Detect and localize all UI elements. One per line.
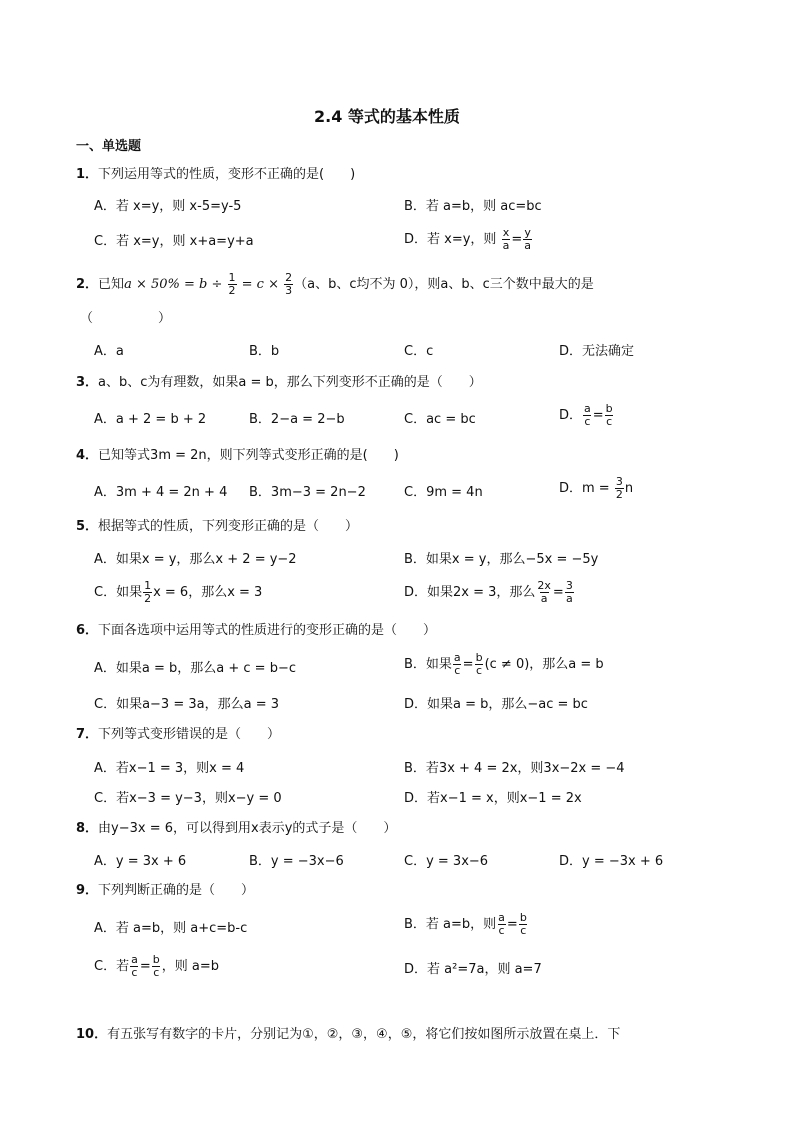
page-title: 2.4 等式的基本性质 bbox=[314, 107, 460, 126]
denominator: 3 bbox=[285, 284, 293, 297]
option-label: B．若 a=b，则 bbox=[404, 917, 497, 932]
denominator: c bbox=[498, 924, 505, 937]
denominator: a bbox=[540, 592, 548, 605]
fraction bbox=[453, 652, 462, 677]
option-c: C．y = 3x−6 bbox=[404, 854, 489, 869]
denominator: c bbox=[454, 664, 461, 677]
option-b: B．若3x + 4 = 2x，则3x−2x = −4 bbox=[404, 761, 625, 776]
fraction bbox=[536, 580, 552, 605]
option-d bbox=[559, 403, 615, 428]
question-7 bbox=[76, 726, 280, 744]
fraction bbox=[228, 272, 237, 297]
question-stem: 有五张写有数字的卡片，分别记为①，②，③，④，⑤，将它们按如图所示放置在桌上．下 bbox=[107, 1027, 621, 1042]
option-c bbox=[94, 954, 219, 979]
option-a: A．如果x = y，那么x + 2 = y−2 bbox=[94, 552, 297, 567]
option-c: C．c bbox=[404, 344, 434, 359]
question-stem: 下列运用等式的性质，变形不正确的是( ) bbox=[98, 167, 356, 182]
option-c: C．若 x=y，则 x+a=y+a bbox=[94, 234, 254, 249]
option-b: B．2−a = 2−b bbox=[249, 412, 345, 427]
question-number: 8． bbox=[76, 821, 99, 836]
option-d bbox=[404, 227, 533, 252]
numerator: 1 bbox=[228, 271, 236, 284]
question-number: 10． bbox=[76, 1027, 108, 1042]
option-c bbox=[94, 580, 262, 605]
fraction bbox=[284, 272, 293, 297]
fraction bbox=[565, 580, 574, 605]
option-b bbox=[404, 912, 529, 937]
option-b: B．b bbox=[249, 344, 280, 359]
question-stem: 下面各选项中运用等式的性质进行的变形正确的是（ ） bbox=[98, 623, 437, 638]
stem-text: （a、b、c均不为 0），则a、b、c三个数中最大的是 bbox=[294, 277, 594, 292]
math-variable: n bbox=[624, 481, 634, 496]
option-a: A．y = 3x + 6 bbox=[94, 854, 187, 869]
equals-sign: = bbox=[552, 585, 564, 600]
question-number: 2． bbox=[76, 277, 99, 292]
denominator: a bbox=[502, 239, 510, 252]
option-d: D．y = −3x + 6 bbox=[559, 854, 664, 869]
denominator: c bbox=[584, 415, 591, 428]
option-text: (c ≠ 0)，那么a = b bbox=[484, 657, 604, 672]
denominator: c bbox=[476, 664, 483, 677]
denominator: 2 bbox=[615, 488, 623, 501]
numerator: a bbox=[584, 402, 591, 415]
question-stem: 下列判断正确的是（ ） bbox=[98, 883, 255, 898]
option-a: A．若x−1 = 3，则x = 4 bbox=[94, 761, 245, 776]
option-d: D．若x−1 = x，则x−1 = 2x bbox=[404, 791, 582, 806]
question-stem: 下列等式变形错误的是（ ） bbox=[98, 727, 281, 742]
numerator: a bbox=[131, 953, 138, 966]
option-d bbox=[559, 476, 633, 501]
numerator: 2 bbox=[285, 271, 293, 284]
answer-paren: （ ） bbox=[80, 311, 172, 326]
option-label: D．如果2x = 3，那么 bbox=[404, 585, 536, 600]
question-9 bbox=[76, 882, 254, 900]
math-expression: a × 50% = b ÷ bbox=[124, 277, 223, 292]
question-3 bbox=[76, 374, 482, 392]
question-stem: 根据等式的性质，下列变形正确的是（ ） bbox=[98, 519, 359, 534]
option-d: D．无法确定 bbox=[559, 344, 635, 359]
option-a: A．若 x=y，则 x-5=y-5 bbox=[94, 199, 242, 214]
question-2 bbox=[76, 272, 594, 297]
math-expression: = c × bbox=[241, 277, 279, 292]
denominator: 2 bbox=[144, 592, 152, 605]
denominator: a bbox=[565, 592, 573, 605]
option-b: B．y = −3x−6 bbox=[249, 854, 344, 869]
question-4 bbox=[76, 447, 399, 465]
option-d: D．若 a²=7a，则 a=7 bbox=[404, 962, 542, 977]
numerator: 1 bbox=[144, 579, 152, 592]
numerator: a bbox=[453, 651, 461, 664]
question-10 bbox=[76, 1026, 620, 1044]
option-a: A．a bbox=[94, 344, 124, 359]
option-a: A．3m + 4 = 2n + 4 bbox=[94, 485, 228, 500]
fraction bbox=[152, 954, 161, 979]
numerator: b bbox=[519, 911, 527, 924]
numerator: b bbox=[152, 953, 160, 966]
option-d bbox=[404, 580, 575, 605]
denominator: c bbox=[131, 966, 138, 979]
question-number: 9． bbox=[76, 883, 99, 898]
section-heading: 一、单选题 bbox=[76, 139, 142, 154]
option-text: x = 6，那么x = 3 bbox=[153, 585, 263, 600]
stem-text: 已知 bbox=[98, 277, 125, 292]
fraction bbox=[130, 954, 139, 979]
question-number: 5． bbox=[76, 519, 99, 534]
question-5 bbox=[76, 518, 358, 536]
option-a: A．若 a=b，则 a+c=b-c bbox=[94, 921, 248, 936]
question-number: 4． bbox=[76, 448, 99, 463]
question-1 bbox=[76, 166, 355, 184]
equals-sign: = bbox=[462, 657, 474, 672]
option-a: A．如果a = b，那么a + c = b−c bbox=[94, 661, 296, 676]
numerator: y bbox=[524, 226, 531, 239]
option-label: D．若 x=y，则 bbox=[404, 232, 497, 247]
fraction bbox=[523, 227, 532, 252]
option-b: B．若 a=b，则 ac=bc bbox=[404, 199, 542, 214]
numerator: x bbox=[502, 226, 510, 239]
option-text: ，则 a=b bbox=[161, 959, 219, 974]
option-c: C．如果a−3 = 3a，那么a = 3 bbox=[94, 697, 279, 712]
equals-sign: = bbox=[139, 959, 151, 974]
option-b: B．如果x = y，那么−5x = −5y bbox=[404, 552, 599, 567]
denominator: a bbox=[524, 239, 531, 252]
option-label: D． bbox=[559, 408, 583, 423]
question-stem: 已知等式3m = 2n，则下列等式变形正确的是( ) bbox=[98, 448, 399, 463]
fraction bbox=[583, 403, 592, 428]
question-6 bbox=[76, 622, 436, 640]
question-stem: 由y−3x = 6，可以得到用x表示y的式子是（ ） bbox=[98, 821, 397, 836]
question-number: 1． bbox=[76, 167, 99, 182]
numerator: 3 bbox=[565, 579, 573, 592]
denominator: c bbox=[520, 924, 527, 937]
option-b bbox=[404, 652, 604, 677]
fraction bbox=[143, 580, 152, 605]
option-label: C．如果 bbox=[94, 585, 143, 600]
question-stem: a、b、c为有理数，如果a = b，那么下列变形不正确的是（ ） bbox=[98, 375, 482, 390]
option-b: B．3m−3 = 2n−2 bbox=[249, 485, 366, 500]
question-number: 3． bbox=[76, 375, 99, 390]
question-number: 7． bbox=[76, 727, 99, 742]
numerator: a bbox=[498, 911, 505, 924]
equals-sign: = bbox=[511, 232, 523, 247]
fraction bbox=[502, 227, 511, 252]
option-label: B．如果 bbox=[404, 657, 452, 672]
numerator: 3 bbox=[615, 475, 623, 488]
denominator: c bbox=[153, 966, 160, 979]
option-label: C．若 bbox=[94, 959, 130, 974]
equals-sign: = bbox=[592, 408, 604, 423]
numerator: b bbox=[475, 651, 483, 664]
question-number: 6． bbox=[76, 623, 99, 638]
option-c: C．若x−3 = y−3，则x−y = 0 bbox=[94, 791, 282, 806]
fraction bbox=[605, 403, 614, 428]
numerator: 2x bbox=[537, 579, 551, 592]
option-c: C．9m = 4n bbox=[404, 485, 483, 500]
option-c: C．ac = bc bbox=[404, 412, 476, 427]
option-label: D．m = bbox=[559, 481, 610, 496]
fraction bbox=[615, 476, 624, 501]
numerator: b bbox=[605, 402, 613, 415]
equals-sign: = bbox=[506, 917, 518, 932]
fraction bbox=[475, 652, 484, 677]
denominator: 2 bbox=[228, 284, 236, 297]
fraction bbox=[519, 912, 528, 937]
fraction bbox=[497, 912, 506, 937]
question-8 bbox=[76, 820, 396, 838]
option-a: A．a + 2 = b + 2 bbox=[94, 412, 207, 427]
option-d: D．如果a = b，那么−ac = bc bbox=[404, 697, 588, 712]
denominator: c bbox=[606, 415, 613, 428]
